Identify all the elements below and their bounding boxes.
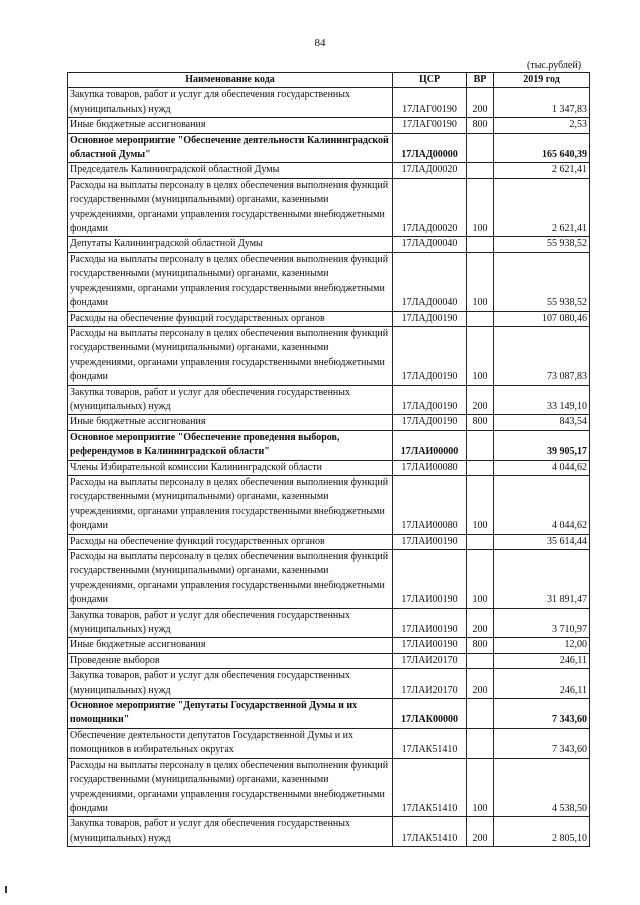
row-code: 17ЛАД00190 <box>393 385 467 415</box>
row-vr: 100 <box>467 178 494 237</box>
row-name: Закупка товаров, работ и услуг для обеспечения государственных (муниципальных) нужд <box>68 608 393 638</box>
row-code: 17ЛАД00040 <box>393 237 467 252</box>
row-code: 17ЛАК51410 <box>393 728 467 758</box>
row-amount: 165 640,39 <box>494 133 590 163</box>
row-name: Основное мероприятие "Обеспечение проведения выборов, референдумов в Калининградской области" <box>68 430 393 460</box>
row-name: Расходы на выплаты персоналу в целях обеспечения выполнения функций государственными (муниципальными) органами, казенными учреждениями, органами управления государственными внебюджетными фондами <box>68 475 393 534</box>
table-row <box>68 758 590 817</box>
table-row <box>68 178 590 237</box>
row-code: 17ЛАК51410 <box>393 817 467 847</box>
row-code: 17ЛАД00000 <box>393 133 467 163</box>
row-name: Закупка товаров, работ и услуг для обеспечения государственных (муниципальных) нужд <box>68 669 393 699</box>
table-row <box>68 163 590 178</box>
row-amount: 73 087,83 <box>494 326 590 385</box>
row-amount: 55 938,52 <box>494 237 590 252</box>
row-amount: 1 347,83 <box>494 88 590 118</box>
row-code: 17ЛАИ00190 <box>393 534 467 549</box>
row-code: 17ЛАИ00190 <box>393 608 467 638</box>
budget-table <box>67 72 590 847</box>
row-name: Основное мероприятие "Обеспечение деятельности Калининградской областной Думы" <box>68 133 393 163</box>
row-amount: 31 891,47 <box>494 550 590 609</box>
row-code: 17ЛАИ00190 <box>393 638 467 653</box>
row-amount: 35 614,44 <box>494 534 590 549</box>
row-code: 17ЛАИ20170 <box>393 653 467 668</box>
row-vr <box>467 460 494 475</box>
row-vr <box>467 699 494 729</box>
header-amount: 2019 год <box>494 73 590 88</box>
row-code: 17ЛАИ00000 <box>393 430 467 460</box>
row-vr <box>467 430 494 460</box>
row-amount: 2 621,41 <box>494 163 590 178</box>
row-name: Расходы на обеспечение функций государственных органов <box>68 311 393 326</box>
row-vr: 200 <box>467 608 494 638</box>
row-amount: 7 343,60 <box>494 728 590 758</box>
table-row <box>68 638 590 653</box>
row-name: Закупка товаров, работ и услуг для обеспечения государственных (муниципальных) нужд <box>68 88 393 118</box>
table-row <box>68 118 590 133</box>
table-row <box>68 252 590 311</box>
row-vr: 800 <box>467 415 494 430</box>
row-vr <box>467 534 494 549</box>
row-code: 17ЛАИ00080 <box>393 460 467 475</box>
table-row <box>68 326 590 385</box>
table-row <box>68 534 590 549</box>
row-name: Расходы на выплаты персоналу в целях обеспечения выполнения функций государственными (муниципальными) органами, казенными учреждениями, органами управления государственными внебюджетными фондами <box>68 758 393 817</box>
row-amount: 843,54 <box>494 415 590 430</box>
row-name: Расходы на обеспечение функций государственных органов <box>68 534 393 549</box>
row-name: Председатель Калининградской областной Думы <box>68 163 393 178</box>
row-vr: 200 <box>467 88 494 118</box>
table-row <box>68 699 590 729</box>
table-row <box>68 385 590 415</box>
header-code: ЦСР <box>393 73 467 88</box>
row-amount: 107 080,46 <box>494 311 590 326</box>
row-amount: 7 343,60 <box>494 699 590 729</box>
row-name: Закупка товаров, работ и услуг для обеспечения государственных (муниципальных) нужд <box>68 385 393 415</box>
table-row <box>68 550 590 609</box>
row-amount: 2 621,41 <box>494 178 590 237</box>
row-amount: 12,00 <box>494 638 590 653</box>
table-row <box>68 415 590 430</box>
table-row <box>68 669 590 699</box>
row-vr <box>467 728 494 758</box>
table-row <box>68 88 590 118</box>
row-name: Депутаты Калининградской областной Думы <box>68 237 393 252</box>
row-code: 17ЛАК51410 <box>393 758 467 817</box>
row-vr <box>467 163 494 178</box>
row-vr: 100 <box>467 758 494 817</box>
row-name: Иные бюджетные ассигнования <box>68 118 393 133</box>
row-code: 17ЛАД00190 <box>393 311 467 326</box>
table-row <box>68 608 590 638</box>
row-name: Расходы на выплаты персоналу в целях обеспечения выполнения функций государственными (муниципальными) органами, казенными учреждениями, органами управления государственными внебюджетными фондами <box>68 550 393 609</box>
row-code: 17ЛАД00190 <box>393 326 467 385</box>
row-amount: 2,53 <box>494 118 590 133</box>
row-name: Расходы на выплаты персоналу в целях обеспечения выполнения функций государственными (муниципальными) органами, казенными учреждениями, органами управления государственными внебюджетными фондами <box>68 178 393 237</box>
row-name: Члены Избирательной комиссии Калининградской области <box>68 460 393 475</box>
row-code: 17ЛАИ20170 <box>393 669 467 699</box>
row-amount: 3 710,97 <box>494 608 590 638</box>
row-vr: 100 <box>467 550 494 609</box>
row-code: 17ЛАГ00190 <box>393 118 467 133</box>
header-name: Наименование кода <box>68 73 393 88</box>
page-number: 84 <box>314 37 326 49</box>
header-vr: ВР <box>467 73 494 88</box>
row-code: 17ЛАД00020 <box>393 178 467 237</box>
row-code: 17ЛАГ00190 <box>393 88 467 118</box>
row-amount: 33 149,10 <box>494 385 590 415</box>
row-vr: 100 <box>467 326 494 385</box>
row-amount: 4 044,62 <box>494 460 590 475</box>
row-vr: 200 <box>467 669 494 699</box>
row-vr: 800 <box>467 638 494 653</box>
row-amount: 246,11 <box>494 653 590 668</box>
row-code: 17ЛАИ00080 <box>393 475 467 534</box>
row-vr: 100 <box>467 475 494 534</box>
table-row <box>68 430 590 460</box>
row-vr <box>467 311 494 326</box>
margin-mark <box>5 886 7 893</box>
row-amount: 4 538,50 <box>494 758 590 817</box>
row-name: Иные бюджетные ассигнования <box>68 415 393 430</box>
row-vr <box>467 653 494 668</box>
row-code: 17ЛАК00000 <box>393 699 467 729</box>
row-amount: 4 044,62 <box>494 475 590 534</box>
row-vr <box>467 237 494 252</box>
row-vr: 200 <box>467 817 494 847</box>
row-amount: 55 938,52 <box>494 252 590 311</box>
table-row <box>68 237 590 252</box>
row-amount: 39 905,17 <box>494 430 590 460</box>
row-code: 17ЛАИ00190 <box>393 550 467 609</box>
row-code: 17ЛАД00040 <box>393 252 467 311</box>
table-row <box>68 133 590 163</box>
row-name: Расходы на выплаты персоналу в целях обеспечения выполнения функций государственными (муниципальными) органами, казенными учреждениями, органами управления государственными внебюджетными фондами <box>68 326 393 385</box>
row-vr: 200 <box>467 385 494 415</box>
table-row <box>68 475 590 534</box>
row-vr: 100 <box>467 252 494 311</box>
row-vr <box>467 133 494 163</box>
row-name: Расходы на выплаты персоналу в целях обеспечения выполнения функций государственными (муниципальными) органами, казенными учреждениями, органами управления государственными внебюджетными фондами <box>68 252 393 311</box>
units-label: (тыс.рублей) <box>527 60 582 71</box>
row-name: Иные бюджетные ассигнования <box>68 638 393 653</box>
table-row <box>68 311 590 326</box>
row-name: Закупка товаров, работ и услуг для обеспечения государственных (муниципальных) нужд <box>68 817 393 847</box>
row-code: 17ЛАД00020 <box>393 163 467 178</box>
row-name: Основное мероприятие "Депутаты Государственной Думы и их помощники" <box>68 699 393 729</box>
table-row <box>68 460 590 475</box>
row-code: 17ЛАД00190 <box>393 415 467 430</box>
table-header-row <box>68 73 590 88</box>
row-name: Проведение выборов <box>68 653 393 668</box>
row-vr: 800 <box>467 118 494 133</box>
table-row <box>68 728 590 758</box>
table-row <box>68 653 590 668</box>
row-amount: 2 805,10 <box>494 817 590 847</box>
row-amount: 246,11 <box>494 669 590 699</box>
row-name: Обеспечение деятельности депутатов Государственной Думы и их помощников в избирательных округах <box>68 728 393 758</box>
table-row <box>68 817 590 847</box>
table-body <box>68 88 590 847</box>
